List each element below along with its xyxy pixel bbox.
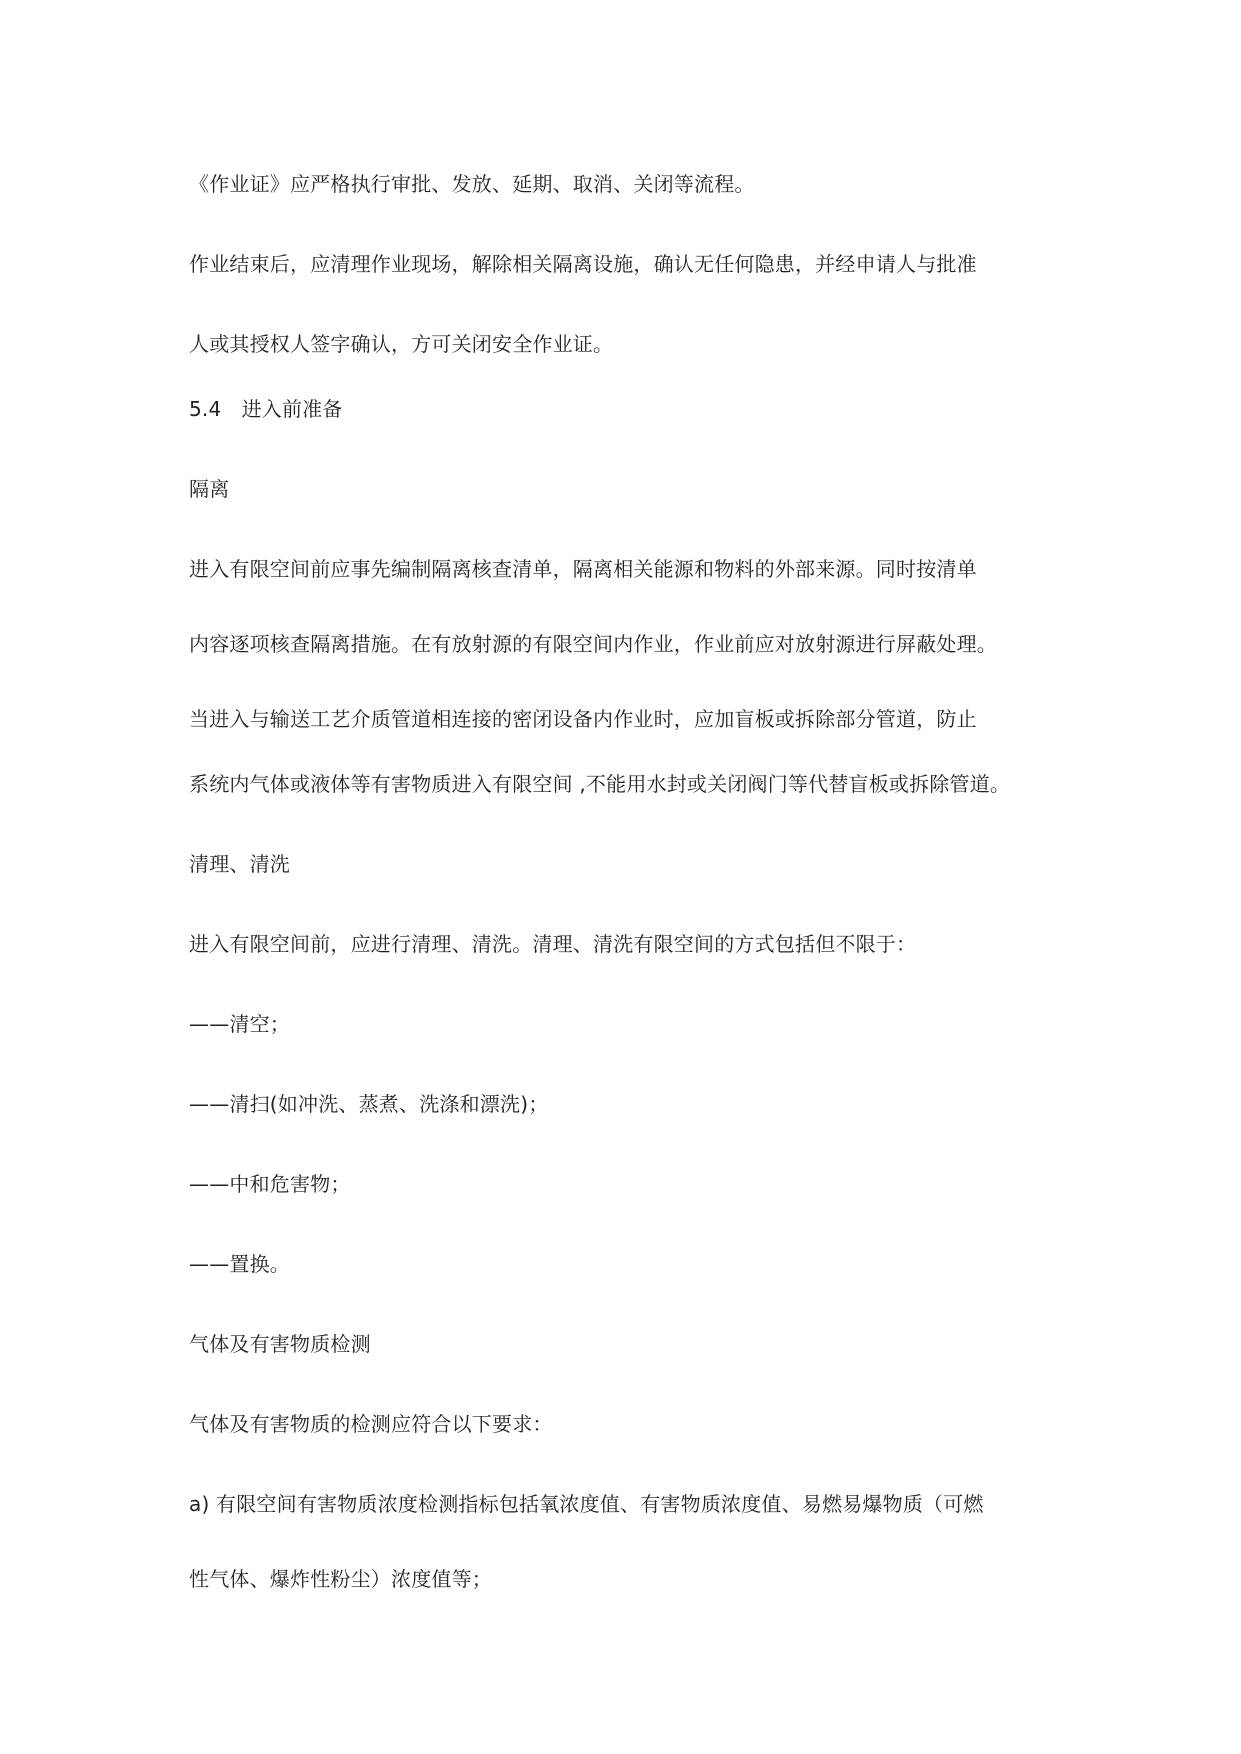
paragraph-line: 进入有限空间前，应进行清理、清洗。清理、清洗有限空间的方式包括但不限于： [189, 932, 917, 956]
subsection-heading: 清理、清洗 [189, 852, 290, 876]
list-item: ——清空； [189, 1012, 290, 1036]
paragraph-line: 当进入与输送工艺介质管道相连接的密闭设备内作业时，应加盲板或拆除部分管道，防止 [189, 707, 977, 731]
paragraph-line: 作业结束后，应清理作业现场，解除相关隔离设施，确认无任何隐患，并经申请人与批准 [189, 252, 977, 276]
paragraph-line: 气体及有害物质的检测应符合以下要求： [189, 1412, 553, 1436]
list-item: ——中和危害物； [189, 1172, 351, 1196]
paragraph-line: 内容逐项核查隔离措施。在有放射源的有限空间内作业，作业前应对放射源进行屏蔽处理。 [189, 632, 997, 656]
paragraph-line: 《作业证》应严格执行审批、发放、延期、取消、关闭等流程。 [189, 172, 755, 196]
list-item: ——置换。 [189, 1252, 290, 1276]
section-heading: 5.4 进入前准备 [189, 397, 343, 421]
paragraph-line: 进入有限空间前应事先编制隔离核查清单，隔离相关能源和物料的外部来源。同时按清单 [189, 557, 977, 581]
paragraph-line: 系统内气体或液体等有害物质进入有限空间 ,不能用水封或关闭阀门等代替盲板或拆除管道。 [189, 772, 1011, 796]
paragraph-line: 性气体、爆炸性粉尘）浓度值等； [189, 1567, 492, 1591]
paragraph-line: 人或其授权人签字确认，方可关闭安全作业证。 [189, 332, 614, 356]
list-item: ——清扫(如冲洗、蒸煮、洗涤和漂洗)； [189, 1092, 549, 1116]
list-item: a) 有限空间有害物质浓度检测指标包括氧浓度值、有害物质浓度值、易燃易爆物质（可燃 [189, 1492, 984, 1516]
subsection-heading: 气体及有害物质检测 [189, 1332, 371, 1356]
subsection-heading: 隔离 [189, 477, 230, 501]
